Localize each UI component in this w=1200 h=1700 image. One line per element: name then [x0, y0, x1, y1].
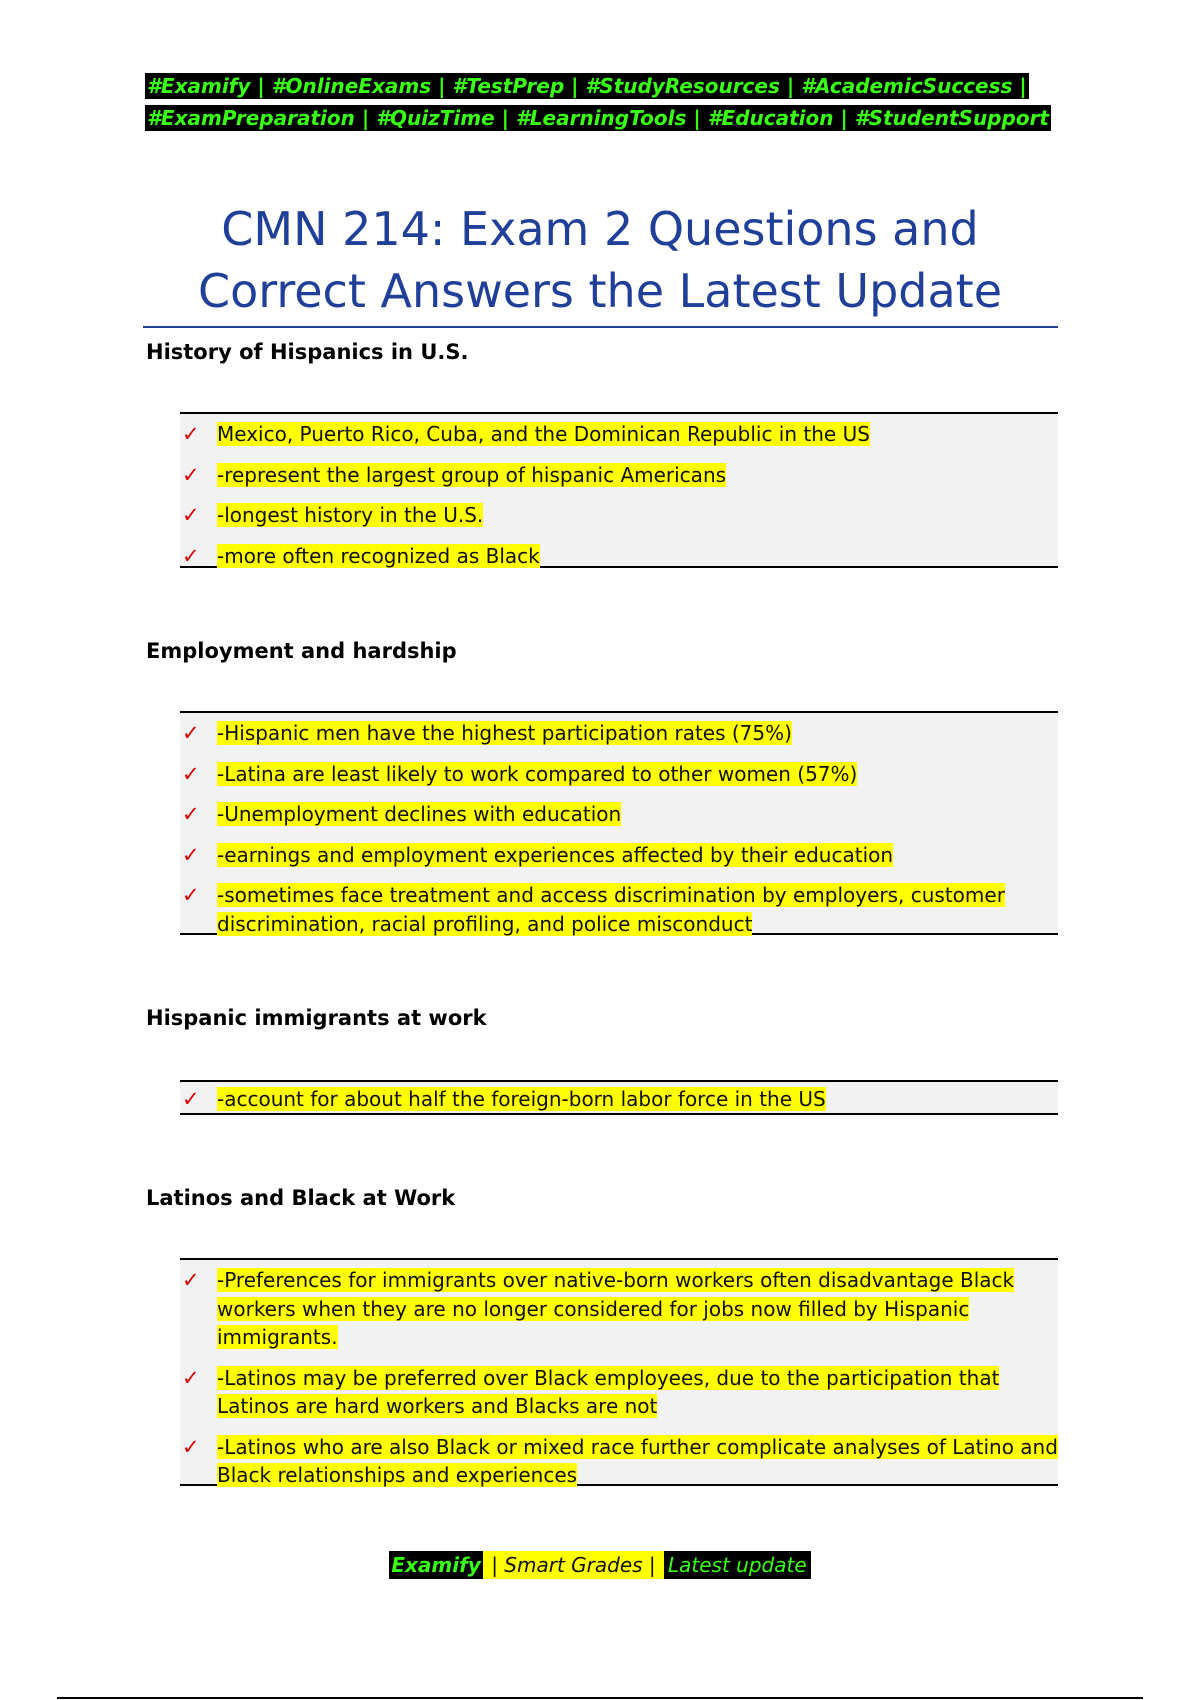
section-heading-history: History of Hispanics in U.S.	[146, 340, 469, 364]
footer-update: Latest update	[664, 1551, 811, 1579]
list-item: ✓ -account for about half the foreign-born labor force in the US	[182, 1087, 826, 1111]
check-icon: ✓	[182, 1268, 200, 1292]
answer-box-employment	[180, 711, 1058, 935]
list-item: ✓ -Latina are least likely to work compared to other women (57%)	[182, 761, 858, 786]
check-icon: ✓	[182, 1365, 200, 1390]
list-item: ✓ Mexico, Puerto Rico, Cuba, and the Dominican Republic in the US	[182, 422, 870, 446]
bottom-divider	[57, 1697, 1143, 1699]
check-icon: ✓	[182, 883, 200, 907]
list-item: ✓ -Latinos may be preferred over Black employees, due to the participation that Latinos are hard workers and Blacks are not	[182, 1365, 1000, 1418]
answer-box-latinos-black	[180, 1258, 1058, 1486]
answer-box-immigrants	[180, 1080, 1058, 1115]
check-icon: ✓	[182, 842, 200, 867]
section-heading-employment: Employment and hardship	[146, 639, 457, 663]
list-item: ✓ -Preferences for immigrants over native-born workers often disadvantage Black workers when they are no longer considered for jobs now filled by Hispanic immigrants.	[182, 1268, 1015, 1349]
list-item: ✓ -Latinos who are also Black or mixed race further complicate analyses of Latino and Black relationships and experiences	[182, 1434, 1058, 1487]
list-item: ✓ -represent the largest group of hispanic Americans	[182, 462, 727, 487]
section-heading-latinos-black: Latinos and Black at Work	[146, 1186, 456, 1210]
check-icon: ✓	[182, 721, 200, 745]
check-icon: ✓	[182, 503, 200, 527]
hashtag-banner	[145, 70, 1055, 134]
section-heading-immigrants: Hispanic immigrants at work	[146, 1006, 487, 1030]
footer-tagline: | Smart Grades |	[484, 1553, 663, 1577]
hashtag-line-2: #ExamPreparation | #QuizTime | #LearningTools | #Education | #StudentSupport	[147, 106, 1049, 130]
list-item: ✓ -more often recognized as Black	[182, 543, 540, 568]
footer	[0, 1553, 1200, 1577]
list-item: ✓ -Unemployment declines with education	[182, 802, 622, 826]
check-icon: ✓	[182, 462, 200, 487]
hashtag-line-1: #Examify | #OnlineExams | #TestPrep | #StudyResources | #AcademicSuccess |	[147, 74, 1027, 98]
list-item: ✓ -sometimes face treatment and access discrimination by employers, customer discrimination, racial profiling, and police misconduct	[182, 883, 1005, 936]
title-divider	[143, 326, 1058, 328]
page-title: CMN 214: Exam 2 Questions and Correct Answers the Latest Update	[197, 202, 1002, 318]
check-icon: ✓	[182, 1434, 200, 1459]
list-item: ✓ -Hispanic men have the highest participation rates (75%)	[182, 721, 792, 745]
check-icon: ✓	[182, 1087, 200, 1111]
check-icon: ✓	[182, 543, 200, 568]
list-item: ✓ -earnings and employment experiences affected by their education	[182, 842, 894, 867]
check-icon: ✓	[182, 802, 200, 826]
check-icon: ✓	[182, 761, 200, 786]
list-item: ✓ -longest history in the U.S.	[182, 503, 484, 527]
check-icon: ✓	[182, 422, 200, 446]
footer-brand: Examify	[391, 1553, 481, 1577]
answer-box-history	[180, 412, 1058, 568]
